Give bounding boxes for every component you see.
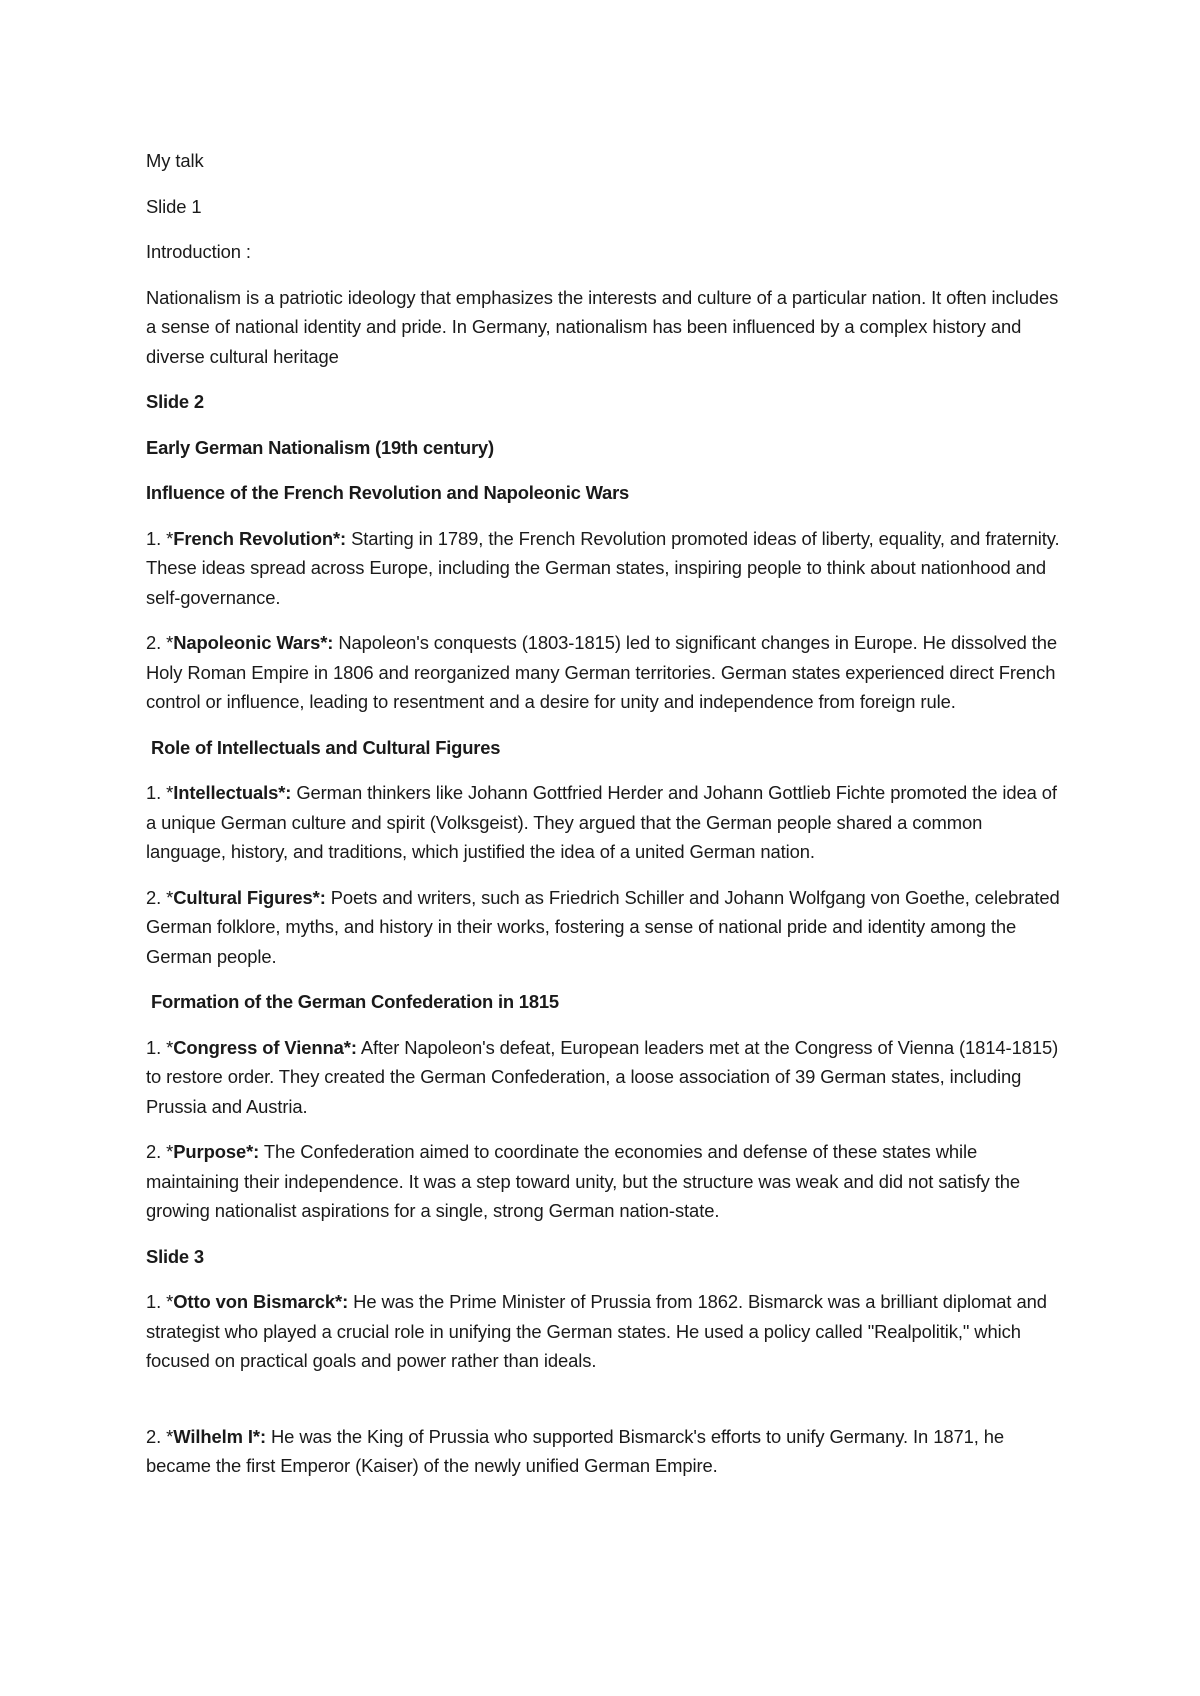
- intro-paragraph: Nationalism is a patriotic ideology that emphasizes the interests and culture of a particular nation. It often includes a sense of national identity and pride. In Germany, nationalism has been influenced by a complex history and diverse cultural heritage: [146, 286, 1059, 367]
- intro-heading: Introduction :: [146, 241, 251, 262]
- list-item-wilhelm: 2. *Wilhelm I*: He was the King of Prussia who supported Bismarck's efforts to unify Germany. In 1871, he became the first Emperor (Kaiser) of the newly unified German Empire.: [146, 1425, 1004, 1476]
- list-item-cultural-figures: 2. *Cultural Figures*: Poets and writers, such as Friedrich Schiller and Johann Wolfgang von Goethe, celebrated German folklore, myths, and history in their works, fostering a sense of national pride and identity among the German people.: [146, 886, 1060, 967]
- section-heading-confederation: Formation of the German Confederation in 1815: [151, 991, 559, 1012]
- list-item-purpose: 2. *Purpose*: The Confederation aimed to coordinate the economies and defense of these states while maintaining their independence. It was a step toward unity, but the structure was weak and did not satisfy the growing nationalist aspirations for a single, strong German nation-state.: [146, 1141, 1020, 1221]
- section-heading-french-revolution: Influence of the French Revolution and Napoleonic Wars: [146, 482, 630, 503]
- slide-3-label: Slide 3: [146, 1245, 204, 1267]
- slide-1-label: Slide 1: [146, 195, 202, 217]
- list-item-french-revolution: 1. *French Revolution*: Starting in 1789, the French Revolution promoted ideas of liberty, equality, and fraternity. These ideas spread across Europe, including the German states, inspiring people to think about nationhood and self-governance.: [146, 527, 1060, 608]
- section-heading-intellectuals: Role of Intellectuals and Cultural Figures: [151, 736, 501, 758]
- list-item-intellectuals: 1. *Intellectuals*: German thinkers like Johann Gottfried Herder and Johann Gottlieb Fichte promoted the idea of a unique German culture and spirit (Volksgeist). They argued that the German people shared a common language, history, and traditions, which justified the idea of a united German nation.: [146, 782, 1057, 862]
- doc-title: My talk: [146, 150, 204, 171]
- list-item-napoleonic-wars: 2. *Napoleonic Wars*: Napoleon's conquests (1803-1815) led to significant changes in Europe. He dissolved the Holy Roman Empire in 1806 and reorganized many German territories. German states experienced direct French control or influence, leading to resentment and a desire for unity and independence from foreign rule.: [146, 632, 1057, 712]
- slide-2-label: Slide 2: [146, 391, 204, 412]
- slide-2-heading: Early German Nationalism (19th century): [146, 436, 494, 458]
- blank-line: [146, 1392, 1066, 1422]
- document-page: [146, 146, 1066, 1497]
- list-item-congress-of-vienna: 1. *Congress of Vienna*: After Napoleon's defeat, European leaders met at the Congress of Vienna (1814-1815) to restore order. They created the German Confederation, a loose association of 39 German states, including Prussia and Austria.: [146, 1036, 1059, 1117]
- list-item-bismarck: 1. *Otto von Bismarck*: He was the Prime Minister of Prussia from 1862. Bismarck was a brilliant diplomat and strategist who played a crucial role in unifying the German states. He used a policy called "Realpolitik," which focused on practical goals and power rather than ideals.: [146, 1291, 1047, 1371]
